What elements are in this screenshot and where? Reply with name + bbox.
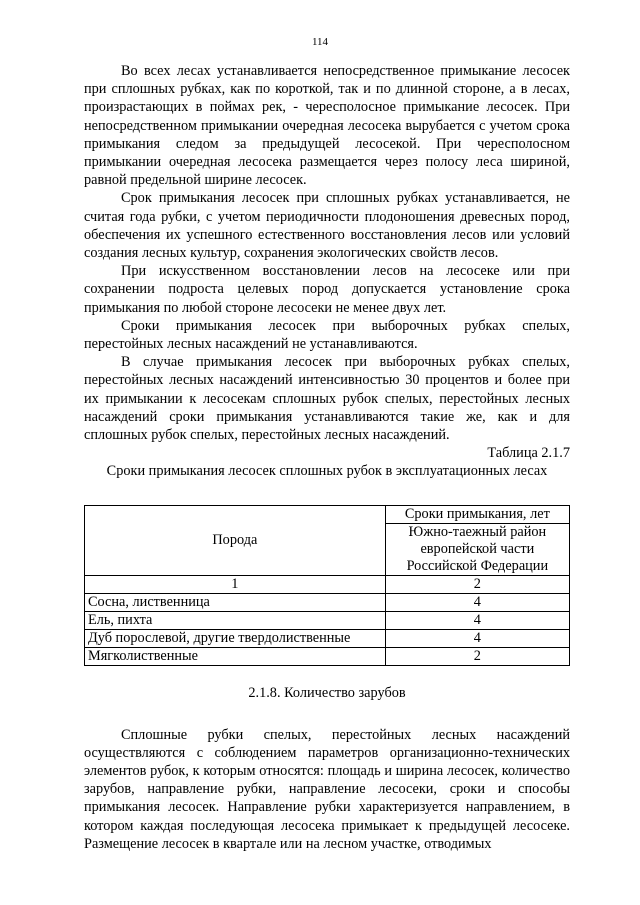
years-cell: 4 [385, 629, 569, 647]
species-cell: Сосна, лиственница [85, 593, 386, 611]
years-cell: 2 [385, 647, 569, 665]
header-region: Южно-таежный район европейской части Российской Федерации [385, 523, 569, 575]
page-body [84, 62, 570, 853]
years-cell: 4 [385, 593, 569, 611]
paragraph: Сплошные рубки спелых, перестойных лесных насаждений осуществляются с соблюдением параметров организационно-технических элементов рубок, к которым относятся: площадь и ширина лесосек, количество зарубов, направление рубки, направление лесосеки, сроки и способы примыкания лесосек. Направление рубки характеризуется направлением, в котором каждая последующая лесосека примыкает к предыдущей лесосеке. Размещение лесосек в квартале или на лесном участке, отводимых [84, 726, 570, 852]
index-cell: 1 [85, 575, 386, 593]
header-years-group: Сроки примыкания, лет [385, 505, 569, 523]
paragraph: В случае примыкания лесосек при выборочных рубках спелых, перестойных лесных насаждений интенсивностью 30 процентов и более при их примыкании к лесосекам сплошных рубок спелых, перестойных лесных насаждений сроки примыкания устанавливаются такие же, как и для сплошных рубок спелых, перестойных лесных насаждений. [84, 354, 570, 444]
table-row [85, 629, 570, 647]
table-header-row [85, 505, 570, 523]
paragraph: Срок примыкания лесосек при сплошных рубках устанавливается, не считая года рубки, с учетом периодичности плодоношения древесных пород, обеспечения их успешного естественного восстановления лесов или условий создания лесных культур, сохранения экологических свойств лесов. [84, 190, 570, 262]
table-row [85, 611, 570, 629]
table-title: Сроки примыкания лесосек сплошных рубок в эксплуатационных лесах [106, 463, 548, 480]
species-cell: Ель, пихта [85, 611, 386, 629]
adjacency-table [84, 505, 570, 666]
species-cell: Дуб порослевой, другие твердолиственные [85, 629, 386, 647]
table-row [85, 593, 570, 611]
paragraph: Сроки примыкания лесосек при выборочных рубках спелых, перестойных лесных насаждений не устанавливаются. [84, 317, 570, 353]
paragraph: Во всех лесах устанавливается непосредственное примыкание лесосек при сплошных рубках, как по короткой, так и по длинной стороне, а в лесах, произрастающих в поймах рек, - чересполосное примыкание лесосек. При непосредственном примыкании очередная лесосека вырубается с учетом срока примыкания следом за предыдущей лесосекой. При чересполосном примыкании очередная лесосека размещается через полосу леса шириной, равной предельной ширине лесосек. [84, 63, 570, 189]
species-cell: Мягколиственные [85, 647, 386, 665]
paragraph: При искусственном восстановлении лесов на лесосеке или при сохранении подроста целевых пород допускается установление срока примыкания по любой стороне лесосеки не менее двух лет. [84, 263, 570, 316]
table-row [85, 647, 570, 665]
table-label: Таблица 2.1.7 [487, 445, 570, 462]
page-number: 114 [311, 36, 329, 48]
section-heading: 2.1.8. Количество зарубов [248, 684, 406, 701]
table-index-row [85, 575, 570, 593]
header-species: Порода [85, 505, 386, 575]
index-cell: 2 [385, 575, 569, 593]
years-cell: 4 [385, 611, 569, 629]
